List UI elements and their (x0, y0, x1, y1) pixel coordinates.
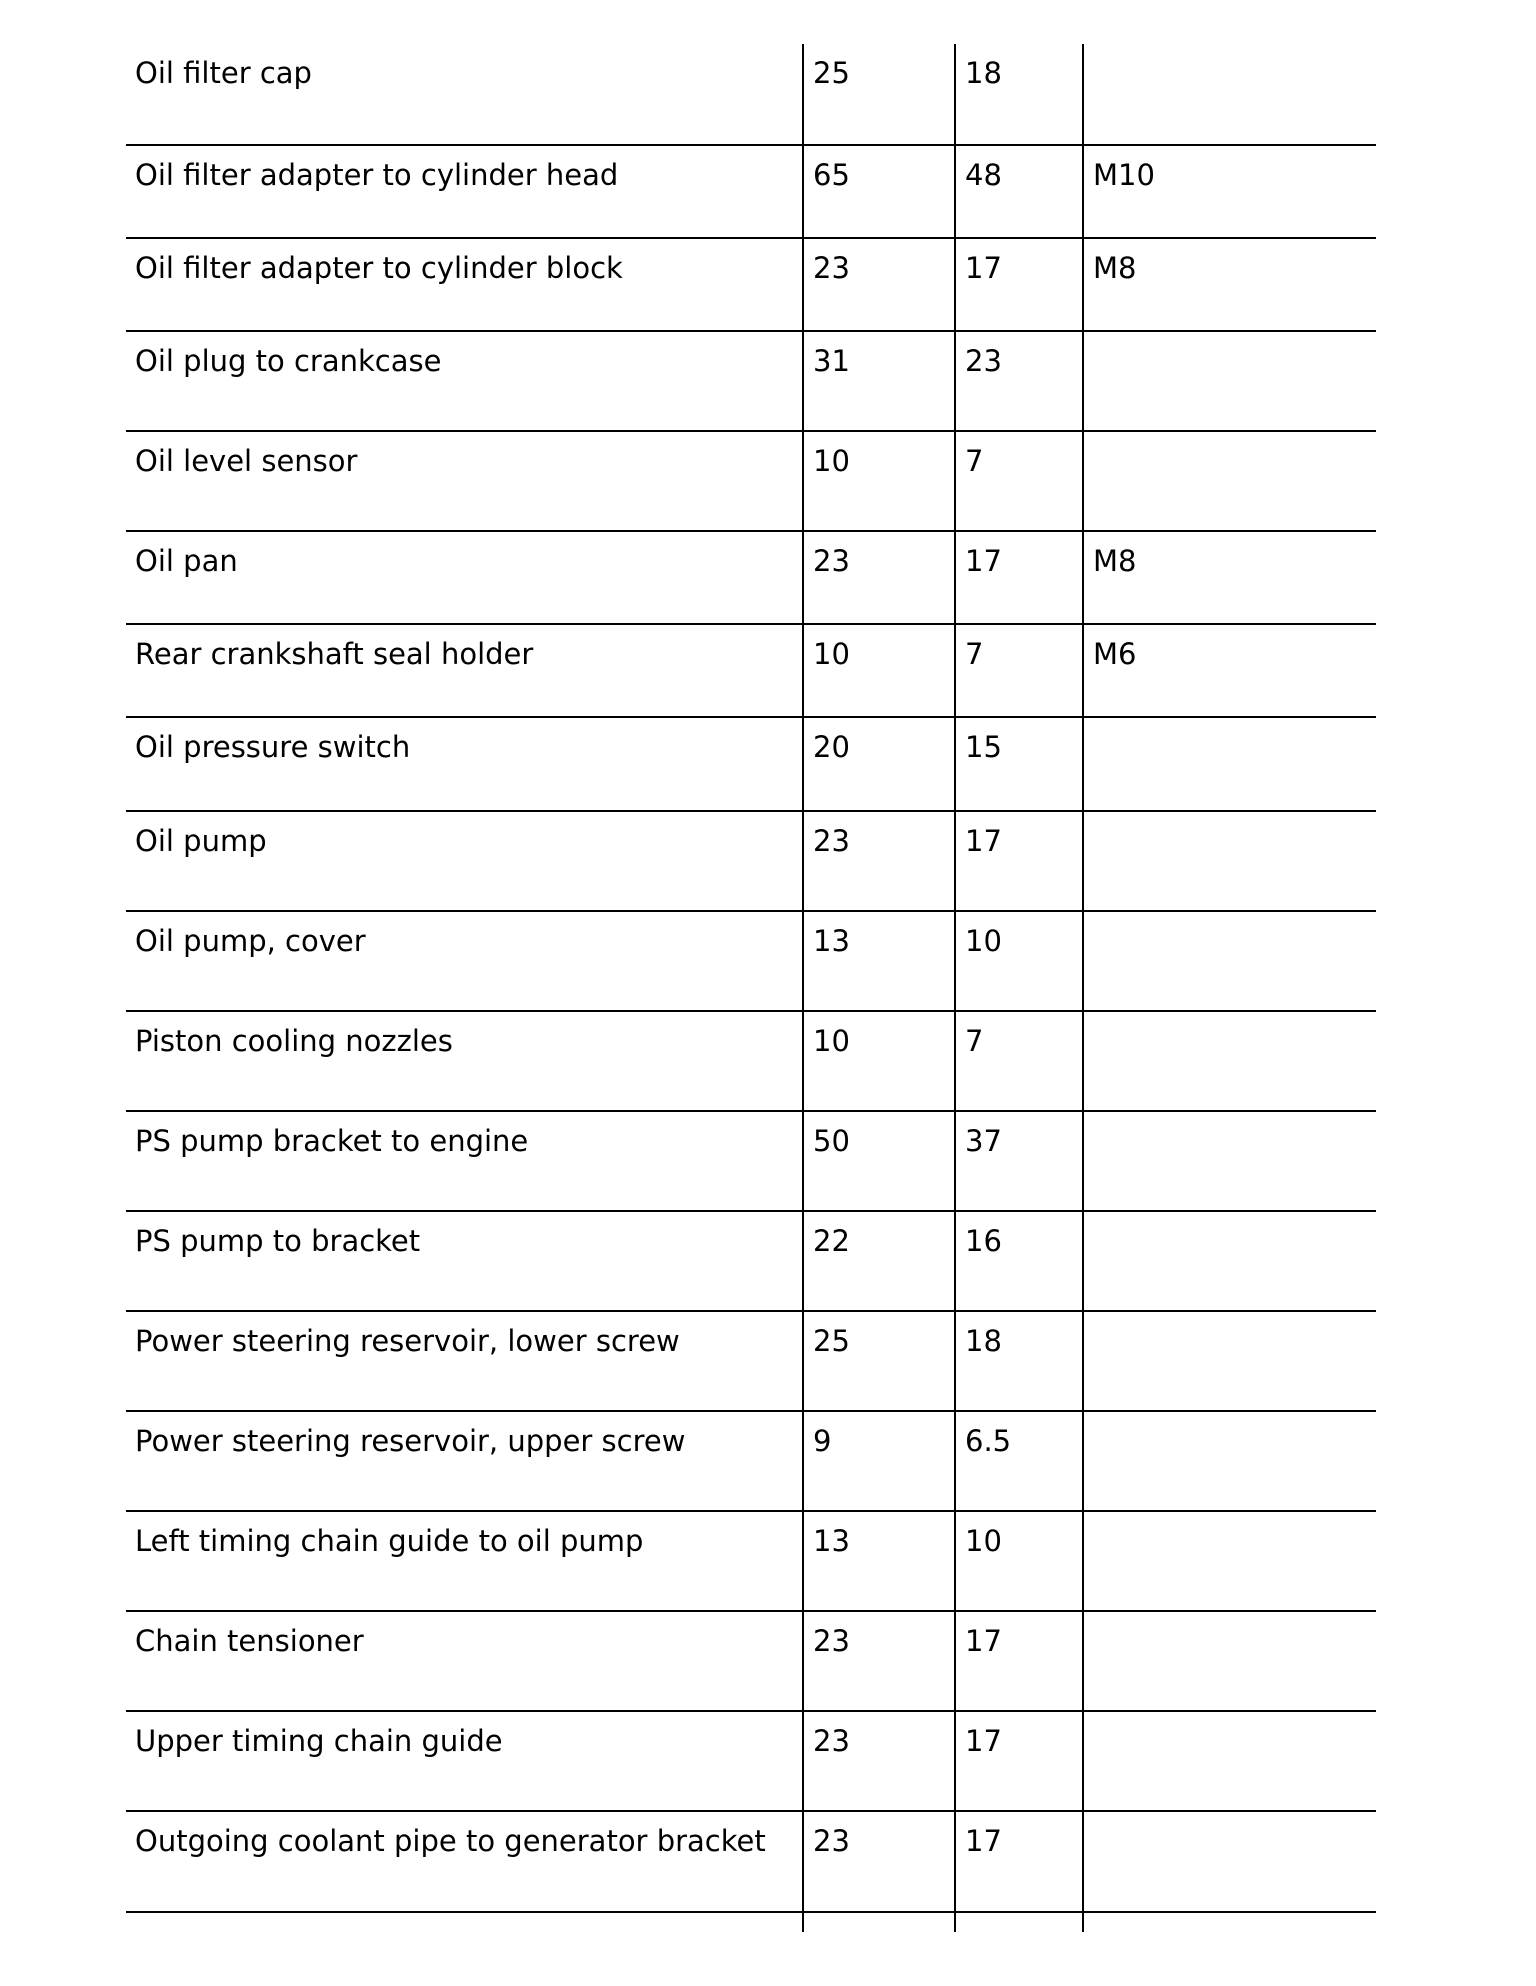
table-row (126, 912, 1376, 1012)
component-name: Rear crankshaft seal holder (135, 637, 534, 671)
bolt-size-value (1082, 1212, 1376, 1310)
table-row (126, 432, 1376, 532)
torque-lbft-value: 15 (954, 718, 1082, 810)
bolt-size-value (1082, 332, 1376, 430)
component-name: Oil filter adapter to cylinder head (135, 158, 619, 192)
component-name: Power steering reservoir, lower screw (135, 1324, 680, 1358)
torque-lbft-value: 16 (954, 1212, 1082, 1310)
component-name: Oil filter adapter to cylinder block (135, 251, 623, 285)
torque-lbft-value: 7 (954, 432, 1082, 530)
bolt-size-value (1082, 44, 1376, 144)
column-rule (1082, 1913, 1376, 1932)
torque-nm-value: 31 (802, 332, 954, 430)
component-name: PS pump bracket to engine (135, 1124, 529, 1158)
bolt-size-value (1082, 812, 1376, 910)
torque-lbft-value: 17 (954, 1712, 1082, 1810)
torque-nm-value: 23 (802, 1612, 954, 1710)
bolt-size-value (1082, 1112, 1376, 1210)
component-name: PS pump to bracket (135, 1224, 421, 1258)
torque-nm-value: 23 (802, 1812, 954, 1911)
component-name: Oil pressure switch (135, 730, 411, 764)
bolt-size-value: M8 (1082, 239, 1376, 330)
torque-lbft-value: 7 (954, 625, 1082, 716)
torque-lbft-value: 7 (954, 1012, 1082, 1110)
component-name: Piston cooling nozzles (135, 1024, 453, 1058)
table-row (126, 1412, 1376, 1512)
bolt-size-value: M6 (1082, 625, 1376, 716)
torque-nm-value: 25 (802, 1312, 954, 1410)
component-name: Oil pan (135, 544, 238, 578)
bolt-size-value (1082, 1812, 1376, 1911)
torque-specification-table (126, 44, 1376, 1932)
component-name: Oil level sensor (135, 444, 358, 478)
component-name: Oil pump (135, 824, 267, 858)
torque-nm-value: 50 (802, 1112, 954, 1210)
bolt-size-value: M8 (1082, 532, 1376, 623)
bolt-size-value (1082, 1412, 1376, 1510)
table-row (126, 1612, 1376, 1712)
torque-nm-value: 23 (802, 532, 954, 623)
component-name: Oil plug to crankcase (135, 344, 442, 378)
torque-nm-value: 23 (802, 1712, 954, 1810)
component-name: Upper timing chain guide (135, 1724, 503, 1758)
table-row (126, 44, 1376, 146)
component-name: Power steering reservoir, upper screw (135, 1424, 686, 1458)
table-row (126, 1112, 1376, 1212)
bolt-size-value: M10 (1082, 146, 1376, 237)
table-row (126, 718, 1376, 812)
torque-nm-value: 13 (802, 1512, 954, 1610)
table-row (126, 812, 1376, 912)
bolt-size-value (1082, 1512, 1376, 1610)
torque-nm-value: 10 (802, 1012, 954, 1110)
table-row (126, 1212, 1376, 1312)
table-row (126, 332, 1376, 432)
column-rule (954, 1913, 1082, 1932)
torque-lbft-value: 23 (954, 332, 1082, 430)
table-row (126, 146, 1376, 239)
torque-nm-value: 10 (802, 625, 954, 716)
column-rule (802, 1913, 954, 1932)
torque-lbft-value: 17 (954, 239, 1082, 330)
table-bottom-column-rules (126, 1913, 1376, 1932)
component-name: Oil pump, cover (135, 924, 366, 958)
torque-lbft-value: 37 (954, 1112, 1082, 1210)
bolt-size-value (1082, 1712, 1376, 1810)
table-row (126, 625, 1376, 718)
torque-nm-value: 23 (802, 812, 954, 910)
bolt-size-value (1082, 1012, 1376, 1110)
torque-nm-value: 20 (802, 718, 954, 810)
torque-nm-value: 23 (802, 239, 954, 330)
table-row (126, 532, 1376, 625)
torque-nm-value: 10 (802, 432, 954, 530)
torque-lbft-value: 18 (954, 44, 1082, 144)
torque-lbft-value: 17 (954, 812, 1082, 910)
bolt-size-value (1082, 432, 1376, 530)
torque-nm-value: 22 (802, 1212, 954, 1310)
component-name: Left timing chain guide to oil pump (135, 1524, 644, 1558)
torque-lbft-value: 10 (954, 1512, 1082, 1610)
torque-lbft-value: 6.5 (954, 1412, 1082, 1510)
component-name: Oil filter cap (135, 56, 312, 90)
table-row (126, 1512, 1376, 1612)
torque-lbft-value: 18 (954, 1312, 1082, 1410)
table-row (126, 1712, 1376, 1812)
component-name: Outgoing coolant pipe to generator bracket (135, 1824, 766, 1858)
torque-nm-value: 13 (802, 912, 954, 1010)
bolt-size-value (1082, 1612, 1376, 1710)
table-row (126, 239, 1376, 332)
component-name: Chain tensioner (135, 1624, 364, 1658)
bolt-size-value (1082, 1312, 1376, 1410)
bolt-size-value (1082, 718, 1376, 810)
torque-lbft-value: 17 (954, 1812, 1082, 1911)
torque-nm-value: 9 (802, 1412, 954, 1510)
bolt-size-value (1082, 912, 1376, 1010)
torque-lbft-value: 17 (954, 1612, 1082, 1710)
torque-lbft-value: 17 (954, 532, 1082, 623)
torque-nm-value: 25 (802, 44, 954, 144)
table-row (126, 1312, 1376, 1412)
torque-lbft-value: 48 (954, 146, 1082, 237)
torque-lbft-value: 10 (954, 912, 1082, 1010)
torque-nm-value: 65 (802, 146, 954, 237)
table-row (126, 1012, 1376, 1112)
table-row (126, 1812, 1376, 1913)
